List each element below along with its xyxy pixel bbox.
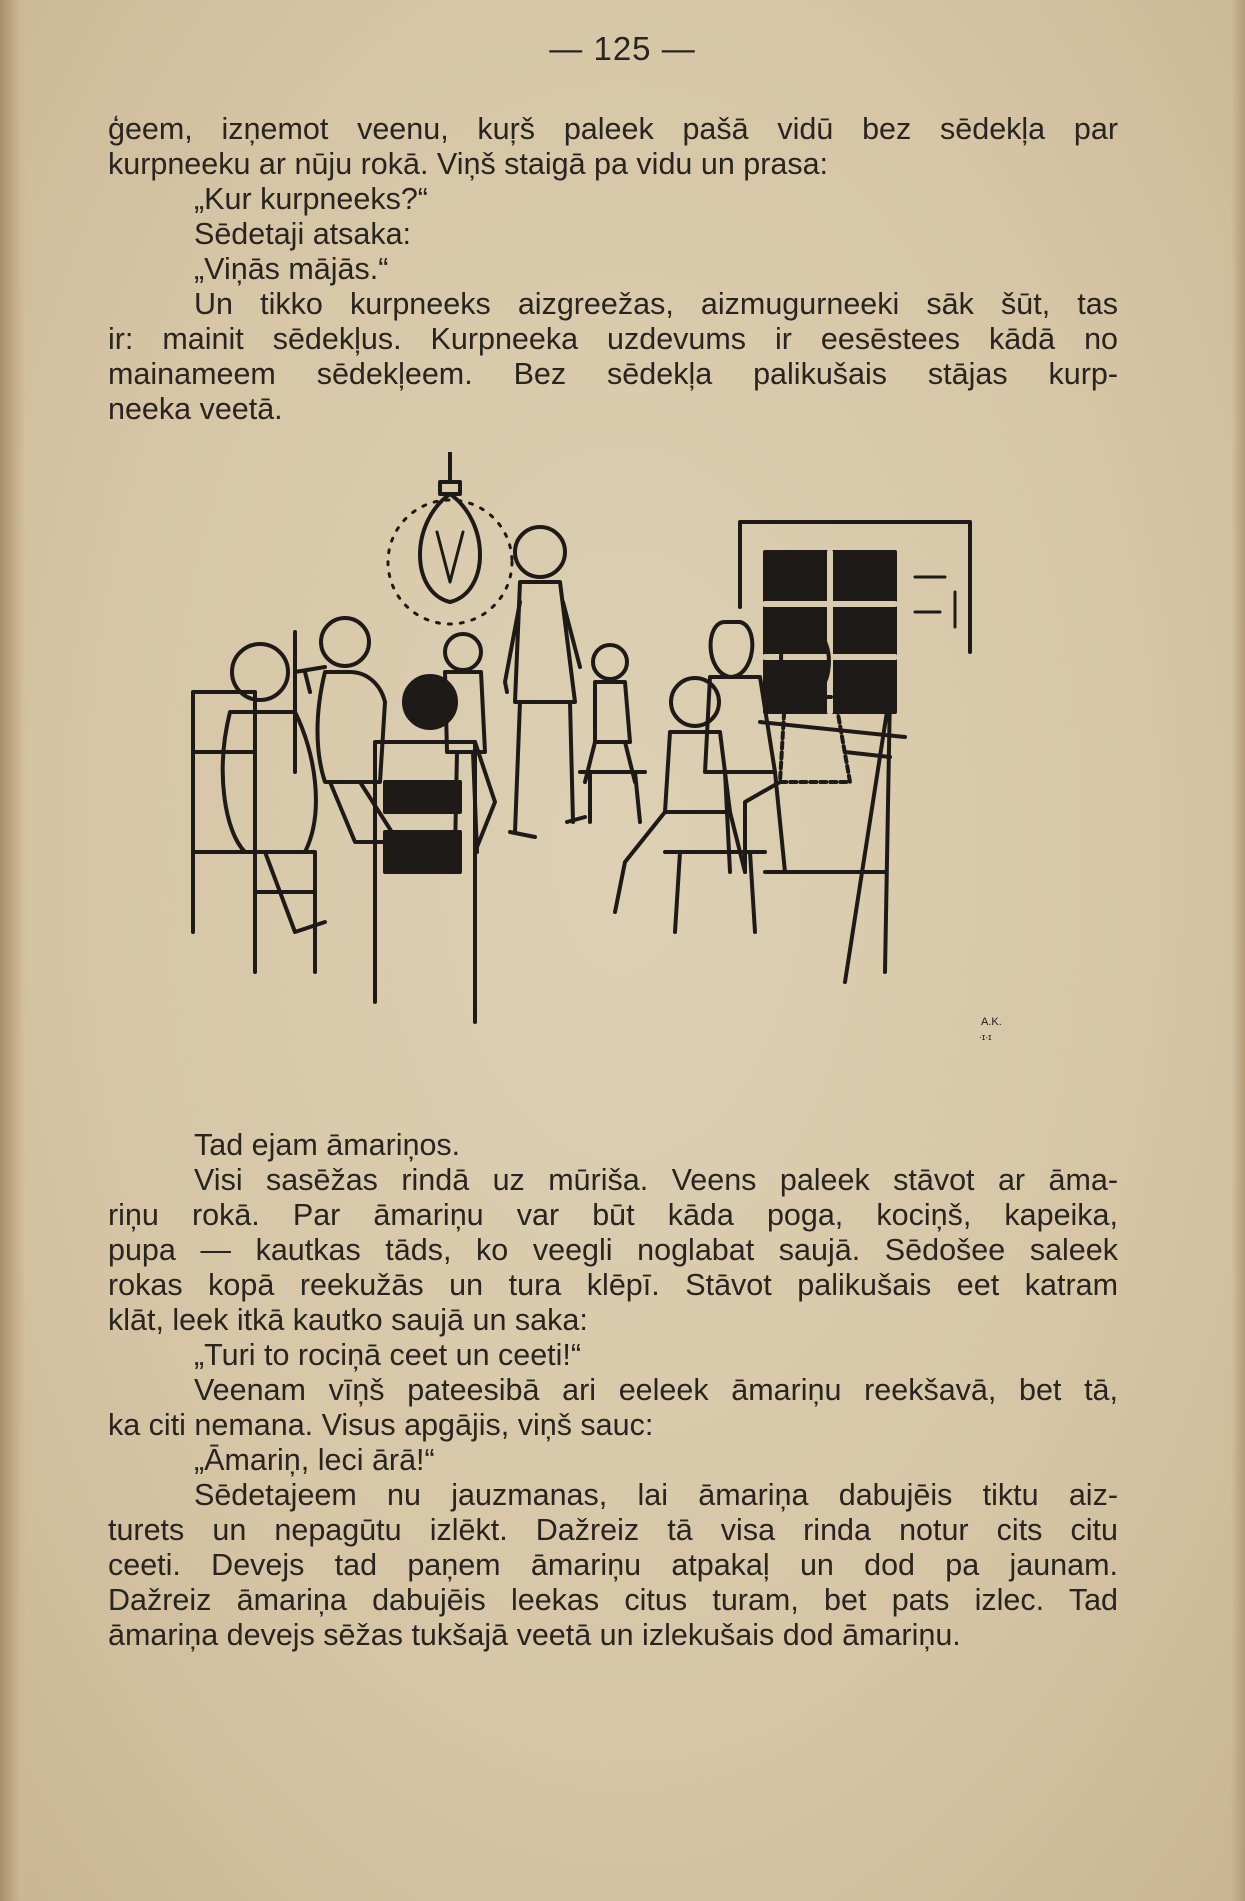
text-line: Veenam vīņš pateesibā ari eeleek āmariņu reekšavā, bet tā, <box>194 1373 1118 1407</box>
text-line: „Turi to rociņā ceet un ceeti!“ <box>194 1338 582 1372</box>
illustration-game-scene <box>185 452 1065 1092</box>
text-line: Visi sasēžas rindā uz mūriša. Veens paleek stāvot ar āma- <box>194 1163 1118 1197</box>
text-line: Un tikko kurpneeks aizgreežas, aizmugurneeki sāk šūt, tas <box>194 287 1118 321</box>
paragraph-kurpneeks <box>108 112 1118 427</box>
text-line: „Kur kurpneeks?“ <box>194 182 428 216</box>
page-number: — 125 — <box>549 30 696 67</box>
text-line: ka citi nemana. Visus apgājis, viņš sauc: <box>108 1408 654 1442</box>
text-line: Sēdetajeem nu jauzmanas, lai āmariņa dabujēis tiktu aiz- <box>194 1478 1118 1512</box>
text-line: rokas kopā reekužās un tura klēpī. Stāvot palikušais eet katram <box>108 1268 1118 1302</box>
text-line: āmariņa devejs sēžas tukšajā veetā un izlekušais dod āmariņu. <box>108 1618 961 1652</box>
monogram-text: A.K. <box>981 1016 1002 1028</box>
text-line: „Viņās mājās.“ <box>194 252 389 286</box>
text-line: ir: mainit sēdekļus. Kurpneeka uzdevums ir eesēstees kādā no <box>108 322 1118 356</box>
text-line: ceeti. Devejs tad paņem āmariņu atpakaļ un dod pa jaunam. <box>108 1548 1118 1582</box>
text-line: Sēdetaji atsaka: <box>194 217 412 251</box>
text-line: pupa — kautkas tāds, ko veegli noglabat saujā. Sēdošee saleek <box>108 1233 1118 1267</box>
chair-center <box>375 742 475 1022</box>
text-line: turets un nepagūtu izlēkt. Dažreiz tā visa rinda notur cits citu <box>108 1513 1118 1547</box>
text-line: „Āmariņ, leci ārā!“ <box>194 1443 435 1477</box>
text-line: klāt, leek itkā kautko saujā un saka: <box>108 1303 588 1337</box>
text-line: neeka veetā. <box>108 392 283 426</box>
text-line: Tad ejam āmariņos. <box>194 1128 461 1162</box>
text-line: mainameem sēdekļeem. Bez sēdekļa palikušais stājas kurp- <box>108 357 1118 391</box>
child-on-stool <box>580 645 645 822</box>
person-standing-shoemaker <box>505 527 585 837</box>
window-icon <box>740 522 970 737</box>
text-line: riņu rokā. Par āmariņu var būt kāda poga, kociņš, kapeika, <box>108 1198 1118 1232</box>
svg-text:·ɪ·ɪ: ·ɪ·ɪ <box>979 1032 992 1042</box>
page-edge-shadow <box>1231 0 1245 1901</box>
text-line: Dažreiz āmariņa dabujēis leekas citus turam, bet pats izlec. Tad <box>108 1583 1118 1617</box>
paragraph-amarini <box>108 1128 1118 1653</box>
text-line: kurpneeku ar nūju rokā. Viņš staigā pa vidu un prasa: <box>108 147 829 181</box>
page-gutter-shadow <box>0 0 26 1901</box>
lamp-icon <box>388 452 512 624</box>
text-line: ģeem, izņemot veenu, kuŗš paleek pašā vidū bez sēdekļa par <box>108 112 1118 146</box>
illustrator-monogram <box>975 1012 1025 1046</box>
